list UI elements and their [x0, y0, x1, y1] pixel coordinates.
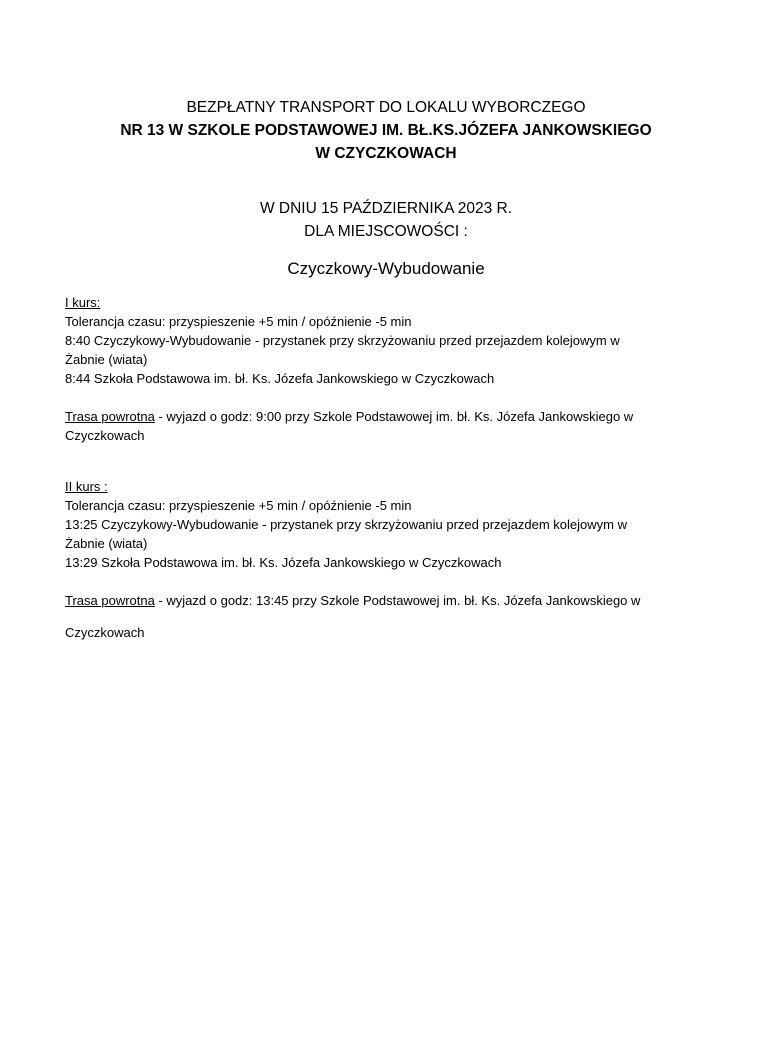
- header-line-1: BEZPŁATNY TRANSPORT DO LOKALU WYBORCZEGO: [186, 99, 586, 116]
- course1-return-label: Trasa powrotna: [65, 409, 155, 424]
- course2-return: [65, 591, 705, 610]
- locality-name: Czyczkowy-Wybudowanie: [287, 259, 485, 278]
- spacer: [65, 610, 705, 623]
- course1-return-text: - wyjazd o godz: 9:00 przy Szkole Podstawowej im. bł. Ks. Józefa Jankowskiego w: [154, 409, 634, 424]
- schedule-content: [65, 293, 705, 642]
- course1-tolerance: Tolerancja czasu: przyspieszenie +5 min / opóźnienie -5 min: [65, 314, 412, 329]
- course1-stop1-line1: 8:40 Czyczykowy-Wybudowanie - przystanek przy skrzyżowaniu przed przejazdem kolejowym w: [65, 333, 620, 348]
- document-header: [40, 96, 732, 165]
- date-line: W DNIU 15 PAŹDZIERNIKA 2023 R.: [259, 200, 513, 217]
- course2-stop2: 13:29 Szkoła Podstawowa im. bł. Ks. Józefa Jankowskiego w Czyczkowach: [65, 555, 502, 570]
- localities-label: DLA MIEJSCOWOŚCI :: [304, 223, 468, 240]
- course1-return: [65, 407, 705, 426]
- course2-return-text: - wyjazd o godz: 13:45 przy Szkole Podstawowej im. bł. Ks. Józefa Jankowskiego w: [154, 593, 641, 608]
- spacer: [65, 572, 705, 591]
- course1-return-line2: Czyczkowach: [65, 428, 145, 443]
- header-line-3: W CZYCZKOWACH: [315, 145, 457, 162]
- course2-return-line2: Czyczkowach: [65, 625, 145, 640]
- course2-return-label: Trasa powrotna: [65, 593, 155, 608]
- course1-stop2: 8:44 Szkoła Podstawowa im. bł. Ks. Józefa Jankowskiego w Czyczkowach: [65, 371, 495, 386]
- date-block: [40, 197, 732, 243]
- course1-title: I kurs:: [65, 295, 101, 310]
- spacer: [65, 445, 705, 477]
- spacer: [65, 388, 705, 407]
- course1-stop1-line2: Żabnie (wiata): [65, 352, 148, 367]
- header-line-2: NR 13 W SZKOLE PODSTAWOWEJ IM. BŁ.KS.JÓZEFA JANKOWSKIEGO: [120, 122, 652, 139]
- course2-tolerance: Tolerancja czasu: przyspieszenie +5 min / opóźnienie -5 min: [65, 498, 412, 513]
- course2-stop1-line2: Żabnie (wiata): [65, 536, 148, 551]
- course2-stop1-line1: 13:25 Czyczykowy-Wybudowanie - przystanek przy skrzyżowaniu przed przejazdem kolejowym w: [65, 517, 627, 532]
- course2-title: II kurs :: [65, 479, 108, 494]
